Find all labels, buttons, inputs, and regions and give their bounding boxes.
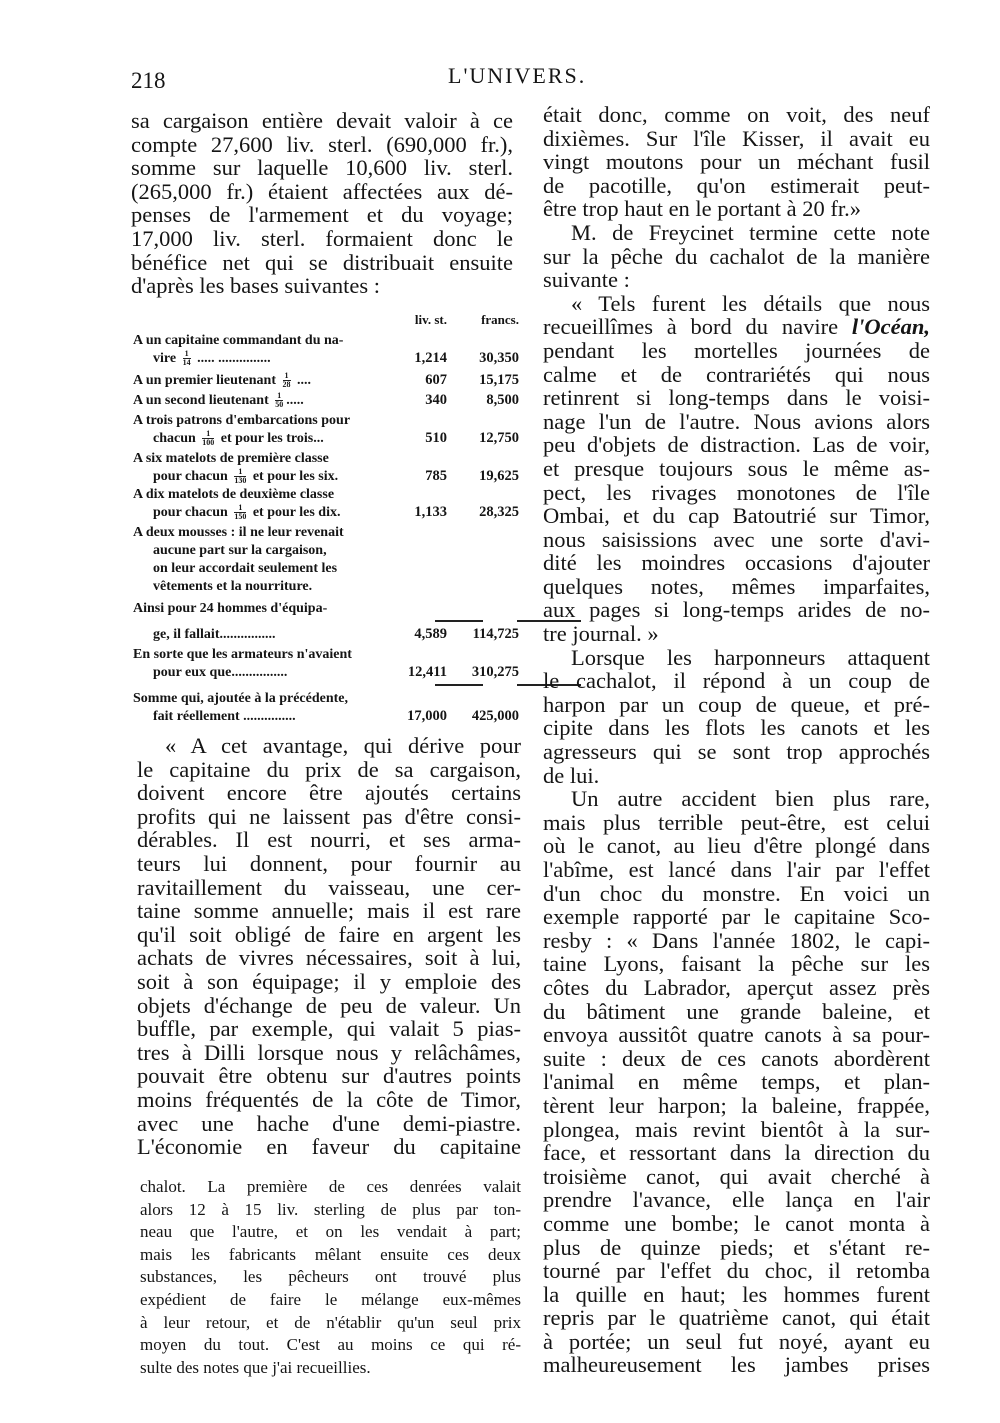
text-line: bénéfice net qui se distribuait ensuite xyxy=(131,249,513,275)
fraction xyxy=(275,392,283,409)
text-line: profits qui ne laissent pas d'être consi- xyxy=(137,803,521,829)
sum-rule xyxy=(435,684,483,686)
text-line xyxy=(543,315,930,339)
label-text: ..... ............... xyxy=(193,351,271,366)
fraction-denominator: 50 xyxy=(275,400,284,410)
text-line: pouvait être obtenu sur d'autres points xyxy=(137,1063,521,1089)
value-liv-st: 785 xyxy=(425,468,447,484)
row-label-line xyxy=(133,560,523,578)
label-text: et pour les trois... xyxy=(217,431,324,446)
table-row xyxy=(133,332,523,368)
text-line: peu d'objets de distraction. Las de voir, xyxy=(543,432,930,458)
text-line: tre journal. » xyxy=(543,621,659,647)
text-line: prendre l'avance, elle lança en l'air xyxy=(543,1187,930,1213)
value-francs: 28,325 xyxy=(479,504,519,520)
text-line: qu'il soit obligé de faire en argent les xyxy=(137,921,521,947)
label-text: aucune part sur la cargaison, xyxy=(153,543,327,558)
text-line: buffle, par exemple, qui valait 5 pias- xyxy=(137,1016,521,1042)
label-text: A un premier lieutenant xyxy=(133,373,280,388)
text-line: avec une hache d'une demi-piastre. xyxy=(137,1110,521,1136)
text-line: face, et ressortant dans la direction du xyxy=(543,1140,930,1166)
label-text: et pour les dix. xyxy=(249,505,341,520)
text-line: côtes du Labrador, aperçut assez près xyxy=(543,974,930,1000)
table-row xyxy=(133,524,523,596)
text-line: penses de l'armement et du voyage; xyxy=(131,202,513,228)
table-row xyxy=(133,690,523,726)
label-text: A deux mousses : il ne leur revenait xyxy=(133,525,344,540)
text-line: taine Lyons, faisant la pêche sur les xyxy=(543,951,930,977)
label-text: A dix matelots de deuxième classe xyxy=(133,487,335,502)
fraction-numerator: 1 xyxy=(206,429,211,439)
label-text: Somme qui, ajoutée à la précédente, xyxy=(133,691,349,706)
row-label-line xyxy=(133,486,523,504)
value-francs: 310,275 xyxy=(471,664,519,680)
text-line: sur la pêche du cachalot de la manière xyxy=(543,243,930,269)
label-text: A trois patrons d'embarcations pour xyxy=(133,413,351,428)
label-text: et pour les six. xyxy=(249,469,339,484)
row-label-line xyxy=(133,542,523,560)
table-row xyxy=(133,486,523,522)
text-line: l'animal en même temps, et plan- xyxy=(543,1069,930,1095)
text-line: suite : deux de ces canots abordèrent xyxy=(543,1045,930,1071)
fraction-numerator: 1 xyxy=(277,391,282,401)
label-text: pour eux que................ xyxy=(153,665,288,680)
text-line: exemple rapporté par le capitaine Sco- xyxy=(543,904,930,930)
text-line: pect, les rivages monotones de l'île xyxy=(543,479,930,505)
text-line: la quille en haut; les hommes furent xyxy=(543,1281,930,1307)
column-header-liv-st: liv. st. xyxy=(414,312,447,327)
table-row xyxy=(133,372,523,390)
value-liv-st: 510 xyxy=(425,430,447,446)
text-line: nage l'un de l'autre. Nous avions alors xyxy=(543,408,930,434)
left-main-paragraph xyxy=(137,734,521,1159)
right-column xyxy=(543,103,930,1377)
row-label-line xyxy=(133,332,523,350)
text-line: (265,000 fr.) étaient affectées aux dé- xyxy=(131,178,513,204)
fraction-numerator: 1 xyxy=(184,349,189,359)
table-row xyxy=(133,450,523,486)
text-line: sa cargaison entière devait valoir à ce xyxy=(131,108,513,133)
text-line: où le canot, au lieu d'être plongé dans xyxy=(543,833,930,859)
running-title: L'UNIVERS. xyxy=(448,63,587,88)
text-line: tourné par l'effet du choc, il retomba xyxy=(543,1258,930,1284)
table-row xyxy=(133,412,523,448)
footnote-line: neau que l'autre, et on les vendait à part; xyxy=(140,1222,521,1242)
text-line: achats de vivres nécessaires, soit à lui, xyxy=(137,945,521,971)
text-line: compte 27,600 liv. sterl. (690,000 fr.), xyxy=(131,131,513,157)
text-line: et presque toujours sous le même as- xyxy=(543,455,930,481)
label-text: pour chacun xyxy=(153,505,232,520)
row-label-line xyxy=(133,524,523,542)
footnote-line: moyen du tout. C'est au moins ce qui ré- xyxy=(140,1335,521,1355)
value-francs: 425,000 xyxy=(471,708,519,724)
footnote-line: sulte des notes que j'ai recueillies. xyxy=(140,1357,371,1377)
text-line: harpon par un coup de queue, et pré- xyxy=(543,691,930,717)
text-line: M. de Freycinet termine cette note xyxy=(571,219,930,245)
text-line: Un autre accident bien plus rare, xyxy=(571,786,930,812)
label-text: .... xyxy=(293,373,311,388)
row-label-line xyxy=(133,450,523,468)
text-line: le cachalot, il répond à un coup de xyxy=(543,668,930,694)
text-line: teurs lui donnent, pour fournir au xyxy=(137,850,521,876)
text-line: malheureusement les jambes prises xyxy=(543,1352,930,1378)
text-line: à portée; un seul fut noyé, ayant eu xyxy=(543,1328,930,1354)
fraction xyxy=(234,504,246,521)
value-liv-st: 12,411 xyxy=(407,664,447,680)
table-row xyxy=(133,646,523,682)
fraction-denominator: 130 xyxy=(234,476,247,486)
sum-rule xyxy=(435,620,483,622)
value-francs: 114,725 xyxy=(472,626,519,642)
label-text: A six matelots de première classe xyxy=(133,451,329,466)
text-line: vingt moutons pour un méchant fusil xyxy=(543,149,930,175)
fraction xyxy=(234,468,246,485)
value-liv-st: 1,214 xyxy=(414,350,447,366)
text-line: 17,000 liv. sterl. formaient donc le xyxy=(131,225,513,251)
fraction-numerator: 1 xyxy=(238,467,243,477)
label-text: chacun xyxy=(153,431,200,446)
text-line: retinrent si long-temps dans le voisi- xyxy=(543,385,930,411)
page-number: 218 xyxy=(131,68,166,93)
row-label-line xyxy=(133,646,523,664)
value-liv-st: 607 xyxy=(425,372,447,388)
text-line: troisième canot, qui avait cherché à xyxy=(543,1163,930,1189)
label-text: Ainsi pour 24 hommes d'équipa- xyxy=(133,601,328,616)
fraction-denominator: 14 xyxy=(182,358,191,368)
fraction-numerator: 1 xyxy=(284,371,289,381)
text-line: était donc, comme on voit, des neuf xyxy=(543,102,930,127)
column-header-francs: francs. xyxy=(481,312,519,327)
text-line: nous saisissions avec une sorte d'avi- xyxy=(543,526,930,552)
text-line: resby : « Dans l'année 1802, le capi- xyxy=(543,927,930,953)
text-line: d'après les bases suivantes : xyxy=(131,273,380,299)
label-text: vire xyxy=(153,351,180,366)
label-text: En sorte que les armateurs n'avaient xyxy=(133,647,352,662)
row-label-line xyxy=(133,600,523,618)
label-text: on leur accordait seulement les xyxy=(153,561,338,576)
footnote-line: expédient de faire le mélange eux-mêmes xyxy=(140,1289,521,1309)
text-line: mais plus terrible peut-être, est celui xyxy=(543,809,930,835)
footnote-line: à leur retour, et de n'établir qu'un seul prix xyxy=(140,1312,521,1332)
fraction xyxy=(283,372,291,389)
text-line: dérables. Il est nourri, et ses arma- xyxy=(137,827,521,853)
text-line: pendant les mortelles journées de xyxy=(543,337,930,363)
text-line: du bâtiment une grande baleine, et xyxy=(543,998,930,1024)
text-line: agresseurs qui se sont trop approchés xyxy=(543,739,930,765)
footnote-line: substances, les pêcheurs ont trouvé plus xyxy=(140,1267,521,1287)
footnote xyxy=(140,1176,521,1379)
text-line: doivent encore être ajoutés certains xyxy=(137,780,521,806)
text-segment: recueillîmes à bord du navire xyxy=(543,314,852,340)
text-line: dité les moindres occasions d'ajouter xyxy=(543,550,930,576)
value-liv-st: 1,133 xyxy=(414,504,447,520)
label-text: A un capitaine commandant du na- xyxy=(133,333,344,348)
table-row xyxy=(133,392,523,410)
label-text: ge, il fallait................ xyxy=(153,627,276,642)
text-line: plongea, mais revint bientôt à la sur- xyxy=(543,1116,930,1142)
text-line: dixièmes. Sur l'île Kisser, il avait eu xyxy=(543,125,930,151)
fraction-denominator: 28 xyxy=(282,380,291,390)
text-line: d'un choc du monstre. En voici un xyxy=(543,880,930,906)
fraction-numerator: 1 xyxy=(238,503,243,513)
table-row xyxy=(133,600,523,644)
label-text: vêtements et la nourriture. xyxy=(153,579,313,594)
footnote-line: chalot. La première de ces denrées valait xyxy=(140,1177,521,1196)
text-line: de lui. xyxy=(543,762,600,788)
footnote-line: alors 12 à 15 liv. sterling de plus par ton- xyxy=(140,1199,521,1219)
text-line: tèrent leur harpon; la baleine, frappée, xyxy=(543,1092,930,1118)
text-line: ravitaillement du vaisseau, une cer- xyxy=(137,874,521,900)
value-francs: 8,500 xyxy=(486,392,519,408)
text-line: de pacotille, qu'on estimerait peut- xyxy=(543,172,930,198)
text-line: être trop haut en le portant à 20 fr.» xyxy=(543,196,862,222)
text-line: quelques notes, mêmes imparfaites, xyxy=(543,573,930,599)
left-intro-paragraph xyxy=(131,109,513,298)
text-line: soit à son équipage; il y emploie des xyxy=(137,968,521,994)
row-label-line xyxy=(133,412,523,430)
text-line: Lorsque les harponneurs attaquent xyxy=(571,644,930,670)
text-line: calme et de contrariétés qui nous xyxy=(543,361,930,387)
text-line: envoya aussitôt quatre canots à sa pour- xyxy=(543,1022,930,1048)
footnote-line: mais les fabricants mêlant ensuite ces deux xyxy=(140,1244,521,1264)
value-francs: 19,625 xyxy=(479,468,519,484)
text-line: moins fréquentés de la côte de Timor, xyxy=(137,1086,521,1112)
label-text: pour chacun xyxy=(153,469,232,484)
text-line: repris par le quatrième canot, qui était xyxy=(543,1305,930,1331)
text-line: plus de quinze pieds; et s'étant re- xyxy=(543,1234,930,1260)
text-line: cipite dans les flots les canots et les xyxy=(543,715,930,741)
value-liv-st: 4,589 xyxy=(414,626,447,642)
text-line: L'économie en faveur du capitaine xyxy=(137,1134,521,1160)
text-line: tres à Dilli lorsque nous y relâchâmes, xyxy=(137,1039,521,1065)
fraction-denominator: 150 xyxy=(234,512,247,522)
value-francs: 12,750 xyxy=(479,430,519,446)
text-line: « Tels furent les détails que nous xyxy=(571,290,930,316)
row-label-line xyxy=(133,690,523,708)
text-line: comme une bombe; le canot monta à xyxy=(543,1210,930,1236)
fraction xyxy=(202,430,214,447)
label-text: A un second lieutenant xyxy=(133,393,273,408)
text-line: le capitaine du prix de sa cargaison, xyxy=(137,756,521,782)
text-line: aux pages si long-temps arides de no- xyxy=(543,597,930,623)
label-text: ..... xyxy=(286,393,304,408)
row-label-line xyxy=(133,578,523,596)
value-francs: 15,175 xyxy=(479,372,519,388)
fraction xyxy=(183,350,191,367)
text-line: taine somme annuelle; mais il est rare xyxy=(137,898,521,924)
fraction-denominator: 100 xyxy=(202,438,215,448)
text-line: suivante : xyxy=(543,267,630,293)
text-line: l'abîme, est lancé dans l'air par l'effet xyxy=(543,857,930,882)
text-line: objets d'échange de peu de valeur. Un xyxy=(137,992,521,1018)
text-line: « A cet avantage, qui dérive pour xyxy=(165,733,521,758)
ship-name-italic: l'Océan, xyxy=(851,314,930,340)
value-francs: 30,350 xyxy=(479,350,519,366)
text-line: somme sur laquelle 10,600 liv. sterl. xyxy=(131,155,513,181)
label-text: fait réellement ............... xyxy=(153,709,296,724)
value-liv-st: 17,000 xyxy=(407,708,447,724)
text-line: Ombai, et du cap Batoutrié sur Timor, xyxy=(543,503,930,529)
value-liv-st: 340 xyxy=(425,392,447,408)
